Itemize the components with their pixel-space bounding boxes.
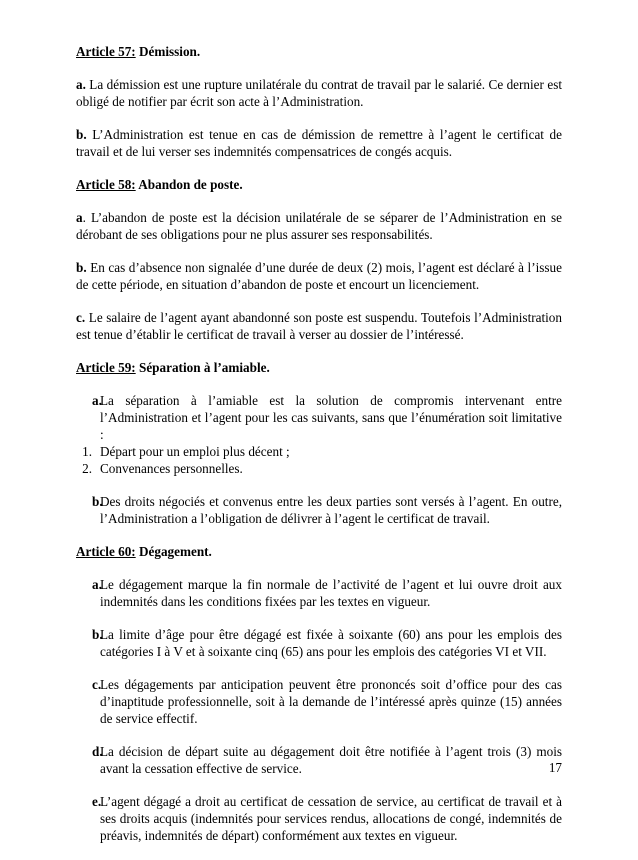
article-60-b-label: b. bbox=[92, 627, 103, 642]
article-60-d-label: d. bbox=[92, 744, 103, 759]
article-57-name: Démission. bbox=[135, 44, 201, 59]
article-58-a-text: . L’abandon de poste est la décision unilatérale de se séparer de l’Administration en se dérobant de ses obligations pour ne plus assurer ses responsabilités. bbox=[76, 210, 562, 242]
article-60-item-d bbox=[76, 743, 562, 777]
article-57-title bbox=[76, 43, 562, 60]
article-60-item-b bbox=[76, 626, 562, 660]
article-58-paragraph-c bbox=[76, 309, 562, 343]
article-59-a-text: La séparation à l’amiable est la solution de compromis intervenant entre l’Administration et l’agent pour les cas suivants, sans que l’énumération soit limitative : bbox=[100, 393, 562, 442]
page-number: 17 bbox=[548, 760, 562, 775]
article-60-name: Dégagement. bbox=[135, 544, 212, 559]
article-59-item-a bbox=[76, 392, 562, 443]
article-60-c-label: c. bbox=[92, 677, 102, 692]
article-60-item-c bbox=[76, 676, 562, 727]
article-59-b-text: Des droits négociés et convenus entre les deux parties sont versés à l’agent. En outre, l’Administration a l’obligation de délivrer à l’agent le certificat de travail. bbox=[100, 494, 562, 526]
article-58-title bbox=[76, 176, 562, 193]
article-59-a-label: a. bbox=[92, 393, 102, 408]
article-60-c-text: Les dégagements par anticipation peuvent être prononcés soit d’office pour des cas d’inaptitude professionnelle, soit à la demande de l’intéressé après quinze (15) années de service effectif. bbox=[100, 677, 562, 726]
article-58-b-text: En cas d’absence non signalée d’une durée de deux (2) mois, l’agent est déclaré à l’issue de cette période, en situation d’abandon de poste et encourt un licenciement. bbox=[76, 260, 562, 292]
article-58-paragraph-a bbox=[76, 209, 562, 243]
article-57-b-label: b. bbox=[76, 127, 87, 142]
article-58-name: Abandon de poste. bbox=[135, 177, 243, 192]
article-59-b-label: b. bbox=[92, 494, 103, 509]
article-59-title bbox=[76, 359, 562, 376]
article-60-e-label: e. bbox=[92, 794, 102, 809]
article-59-enum-1-label: 1. bbox=[82, 444, 92, 459]
article-57-a-text: La démission est une rupture unilatérale du contrat de travail par le salarié. Ce dernier est obligé de notifier par écrit son acte à l’Administration. bbox=[76, 77, 562, 109]
article-60-e-text: L’agent dégagé a droit au certificat de cessation de service, au certificat de travail et à ses droits acquis (indemnités pour services rendus, allocations de congé, indemnités de préavis, indemnités de départ) conformément aux textes en vigueur. bbox=[100, 794, 562, 843]
article-59-list bbox=[76, 392, 562, 527]
article-60-title bbox=[76, 543, 562, 560]
article-60-item-a bbox=[76, 576, 562, 610]
article-59-enum-2-label: 2. bbox=[82, 461, 92, 476]
article-57-paragraph-a bbox=[76, 76, 562, 110]
article-58-paragraph-b bbox=[76, 259, 562, 293]
article-58-a-label: a bbox=[76, 210, 83, 225]
article-59-enum-1-text: Départ pour un emploi plus décent ; bbox=[100, 444, 290, 459]
article-57-paragraph-b bbox=[76, 126, 562, 160]
article-59-enum-2-text: Convenances personnelles. bbox=[100, 461, 243, 476]
article-60-list bbox=[76, 576, 562, 844]
article-60-a-text: Le dégagement marque la fin normale de l’activité de l’agent et lui ouvre droit aux indemnités dans les conditions fixées par les textes en vigueur. bbox=[100, 577, 562, 609]
article-57-a-label: a. bbox=[76, 77, 86, 92]
article-60-d-text: La décision de départ suite au dégagement doit être notifiée à l’agent trois (3) mois avant la cessation effective de service. bbox=[100, 744, 562, 776]
article-59-item-b bbox=[76, 493, 562, 527]
article-57-number: Article 57: bbox=[76, 44, 136, 59]
article-59-number: Article 59: bbox=[76, 360, 136, 375]
article-58-b-label: b. bbox=[76, 260, 87, 275]
article-59-enum-2 bbox=[76, 460, 562, 477]
article-60-b-text: La limite d’âge pour être dégagé est fixée à soixante (60) ans pour les emplois des catégories I à V et à soixante cinq (65) ans pour les emplois des catégories VI et VII. bbox=[100, 627, 562, 659]
article-58-c-label: c. bbox=[76, 310, 86, 325]
document-body bbox=[76, 43, 562, 860]
article-60-item-e bbox=[76, 793, 562, 844]
article-60-a-label: a. bbox=[92, 577, 102, 592]
article-58-number: Article 58: bbox=[76, 177, 136, 192]
article-58-c-text: Le salaire de l’agent ayant abandonné son poste est suspendu. Toutefois l’Administration est tenue d’établir le certificat de travail à verser au dossier de l’intéressé. bbox=[76, 310, 562, 342]
article-59-enum-1 bbox=[76, 443, 562, 460]
article-60-number: Article 60: bbox=[76, 544, 136, 559]
article-57-b-text: L’Administration est tenue en cas de démission de remettre à l’agent le certificat de travail et de lui verser ses indemnités compensatrices de congés acquis. bbox=[76, 127, 562, 159]
article-59-name: Séparation à l’amiable. bbox=[135, 360, 270, 375]
